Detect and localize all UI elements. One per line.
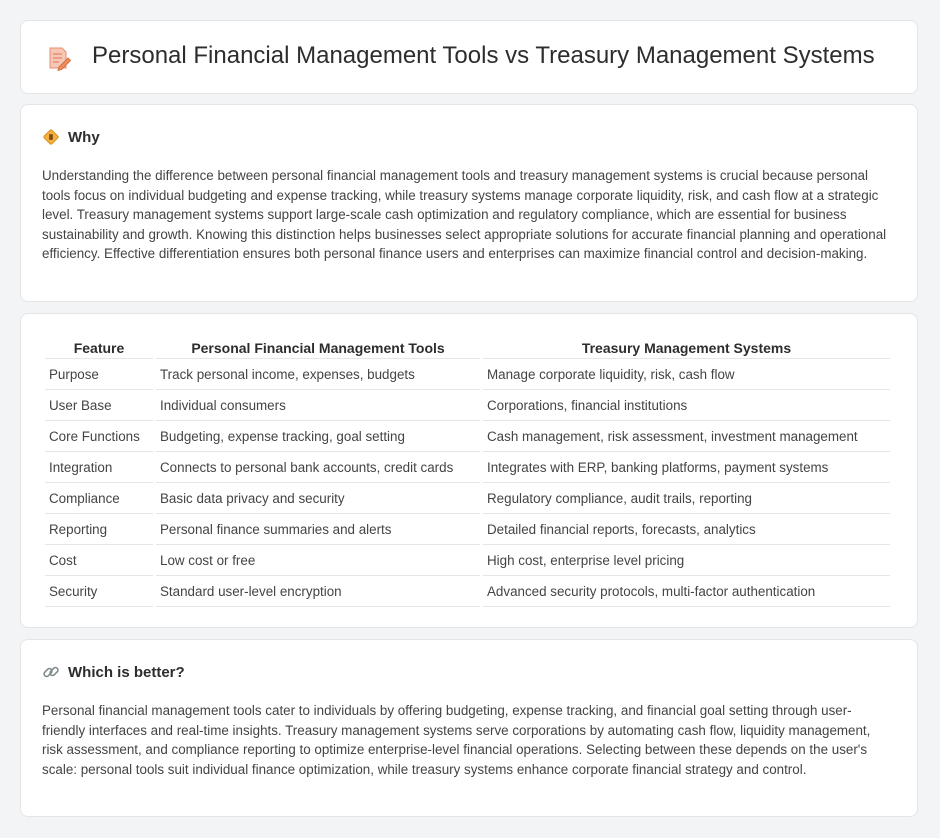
- document-pencil-icon: [47, 45, 71, 71]
- table-row: [45, 359, 890, 390]
- personal-cell: Connects to personal bank accounts, credit cards: [156, 452, 480, 483]
- treasury-cell: High cost, enterprise level pricing: [483, 545, 890, 576]
- header-personal-tools: Personal Financial Management Tools: [156, 337, 480, 359]
- personal-cell: Low cost or free: [156, 545, 480, 576]
- feature-cell: Cost: [45, 545, 153, 576]
- table-row: [45, 421, 890, 452]
- feature-cell: User Base: [45, 390, 153, 421]
- title-card: [20, 20, 918, 94]
- table-row: [45, 390, 890, 421]
- table-row: [45, 514, 890, 545]
- better-text: Personal financial management tools cater to individuals by offering budgeting, expense tracking, and financial goal setting through user-friendly interfaces and real-time insights. Treasury management systems serve corporations by automating cash flow, liquidity management, risk assessment, and compliance reporting to optimize enterprise-level financial operations. Selecting between these depends on the user's scale: personal tools suit individual finance optimization, while treasury systems enhance corporate financial strategy and control.: [42, 703, 871, 777]
- feature-cell: Core Functions: [45, 421, 153, 452]
- treasury-cell: Regulatory compliance, audit trails, reporting: [483, 483, 890, 514]
- better-heading: Which is better?: [68, 663, 185, 681]
- link-icon: [42, 663, 60, 681]
- why-section: [20, 104, 918, 302]
- personal-cell: Basic data privacy and security: [156, 483, 480, 514]
- table-row: [45, 452, 890, 483]
- treasury-cell: Manage corporate liquidity, risk, cash flow: [483, 359, 890, 390]
- table-header-row: [45, 337, 890, 359]
- which-better-section: [20, 639, 918, 817]
- treasury-cell: Corporations, financial institutions: [483, 390, 890, 421]
- feature-cell: Integration: [45, 452, 153, 483]
- table-row: [45, 576, 890, 607]
- table-row: [45, 483, 890, 514]
- better-header: [42, 662, 185, 682]
- why-heading: Why: [68, 128, 100, 146]
- treasury-cell: Integrates with ERP, banking platforms, payment systems: [483, 452, 890, 483]
- header-feature: Feature: [45, 337, 153, 359]
- comparison-table: [42, 337, 893, 607]
- comparison-section: [20, 313, 918, 628]
- table-row: [45, 545, 890, 576]
- diamond-sign-icon: [42, 128, 60, 146]
- feature-cell: Compliance: [45, 483, 153, 514]
- personal-cell: Individual consumers: [156, 390, 480, 421]
- treasury-cell: Detailed financial reports, forecasts, analytics: [483, 514, 890, 545]
- page-title: Personal Financial Management Tools vs Treasury Management Systems: [92, 42, 875, 69]
- treasury-cell: Cash management, risk assessment, investment management: [483, 421, 890, 452]
- feature-cell: Reporting: [45, 514, 153, 545]
- feature-cell: Purpose: [45, 359, 153, 390]
- header-treasury-systems: Treasury Management Systems: [483, 337, 890, 359]
- feature-cell: Security: [45, 576, 153, 607]
- why-text: Understanding the difference between personal financial management tools and treasury management systems is crucial because personal tools focus on individual budgeting and expense tracking, while treasury systems manage corporate liquidity, risk, and cash flow at a strategic level. Treasury management systems support large-scale cash optimization and regulatory compliance, which are essential for business sustainability and growth. Knowing this distinction helps businesses select appropriate solutions for accurate financial planning and operational efficiency. Effective differentiation ensures both personal finance users and enterprises can maximize financial control and decision-making.: [42, 168, 887, 261]
- personal-cell: Track personal income, expenses, budgets: [156, 359, 480, 390]
- why-header: [42, 127, 100, 147]
- personal-cell: Standard user-level encryption: [156, 576, 480, 607]
- treasury-cell: Advanced security protocols, multi-factor authentication: [483, 576, 890, 607]
- personal-cell: Personal finance summaries and alerts: [156, 514, 480, 545]
- personal-cell: Budgeting, expense tracking, goal setting: [156, 421, 480, 452]
